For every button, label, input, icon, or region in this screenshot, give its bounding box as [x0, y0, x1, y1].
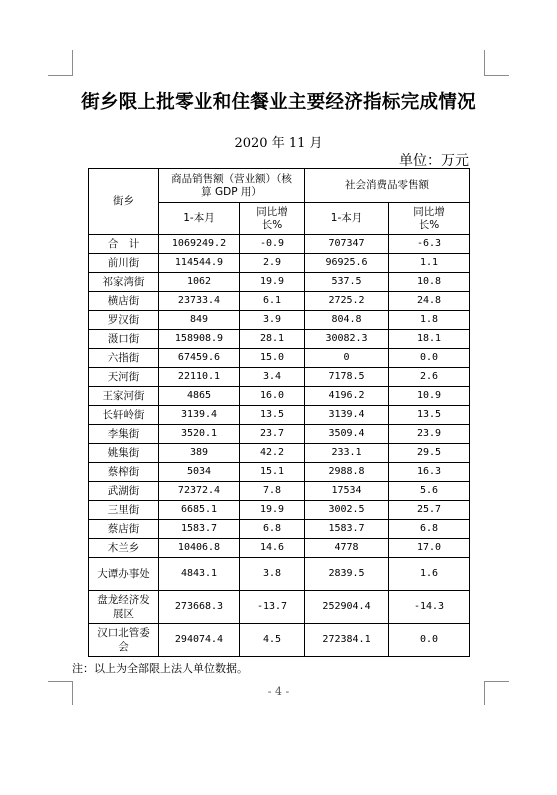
- sales-yoy-cell: 3.9: [240, 311, 305, 330]
- sales-cumulative-cell: 3139.4: [159, 406, 240, 425]
- district-name-cell: 罗汉街: [89, 311, 159, 330]
- retail-cumulative-cell: 7178.5: [305, 368, 389, 387]
- retail-yoy-cell: 2.6: [389, 368, 470, 387]
- table-row: [89, 624, 470, 657]
- sales-cumulative-cell: 4865: [159, 387, 240, 406]
- district-name-cell: 合 计: [89, 235, 159, 254]
- sales-cumulative-cell: 10406.8: [159, 539, 240, 558]
- sales-yoy-cell: 28.1: [240, 330, 305, 349]
- retail-yoy-cell: 6.8: [389, 520, 470, 539]
- retail-cumulative-cell: 2725.2: [305, 292, 389, 311]
- header-sales-yoy: 同比增长%: [240, 203, 305, 235]
- district-name-cell: 前川街: [89, 254, 159, 273]
- sales-yoy-cell: -0.9: [240, 235, 305, 254]
- retail-cumulative-cell: 4196.2: [305, 387, 389, 406]
- retail-yoy-cell: 17.0: [389, 539, 470, 558]
- table-row: [89, 254, 470, 273]
- header-sales-group: 商品销售额（营业额）（核算 GDP 用）: [159, 169, 305, 203]
- retail-cumulative-cell: 2988.8: [305, 463, 389, 482]
- header-retail-yoy: 同比增长%: [389, 203, 470, 235]
- sales-yoy-cell: 6.1: [240, 292, 305, 311]
- retail-cumulative-cell: 3509.4: [305, 425, 389, 444]
- table-body: [89, 235, 470, 657]
- retail-cumulative-cell: 2839.5: [305, 558, 389, 591]
- retail-yoy-cell: 0.0: [389, 349, 470, 368]
- sales-yoy-cell: 19.9: [240, 501, 305, 520]
- district-name-cell: 大谭办事处: [89, 558, 159, 591]
- report-date: 2020 年 11 月: [234, 136, 323, 151]
- retail-cumulative-cell: 1583.7: [305, 520, 389, 539]
- table-row: [89, 311, 470, 330]
- sales-yoy-cell: 42.2: [240, 444, 305, 463]
- district-name-cell: 滠口街: [89, 330, 159, 349]
- retail-cumulative-cell: 0: [305, 349, 389, 368]
- table-row: [89, 520, 470, 539]
- district-name-cell: 汉口北管委会: [89, 624, 159, 657]
- crop-mark-top-right-v: [484, 50, 485, 76]
- retail-cumulative-cell: 252904.4: [305, 591, 389, 624]
- retail-cumulative-cell: 233.1: [305, 444, 389, 463]
- sales-cumulative-cell: 114544.9: [159, 254, 240, 273]
- retail-yoy-cell: -14.3: [389, 591, 470, 624]
- sales-cumulative-cell: 72372.4: [159, 482, 240, 501]
- retail-yoy-cell: 10.9: [389, 387, 470, 406]
- sales-yoy-cell: 19.9: [240, 273, 305, 292]
- crop-mark-top-left-v: [72, 50, 73, 76]
- retail-yoy-cell: 5.6: [389, 482, 470, 501]
- retail-cumulative-cell: 707347: [305, 235, 389, 254]
- page-number: - 4 -: [267, 685, 290, 698]
- sales-yoy-cell: 4.5: [240, 624, 305, 657]
- header-retail-group: 社会消费品零售额: [305, 169, 470, 203]
- sales-yoy-cell: 3.4: [240, 368, 305, 387]
- sales-cumulative-cell: 273668.3: [159, 591, 240, 624]
- district-name-cell: 木兰乡: [89, 539, 159, 558]
- district-name-cell: 武湖街: [89, 482, 159, 501]
- district-name-cell: 三里街: [89, 501, 159, 520]
- retail-yoy-cell: 23.9: [389, 425, 470, 444]
- retail-yoy-cell: 24.8: [389, 292, 470, 311]
- retail-yoy-cell: 0.0: [389, 624, 470, 657]
- sales-cumulative-cell: 1069249.2: [159, 235, 240, 254]
- table-row: [89, 349, 470, 368]
- sales-yoy-cell: 15.1: [240, 463, 305, 482]
- retail-yoy-cell: -6.3: [389, 235, 470, 254]
- retail-cumulative-cell: 4778: [305, 539, 389, 558]
- retail-yoy-cell: 10.8: [389, 273, 470, 292]
- retail-yoy-cell: 13.5: [389, 406, 470, 425]
- sales-yoy-cell: 7.8: [240, 482, 305, 501]
- sales-cumulative-cell: 6685.1: [159, 501, 240, 520]
- district-name-cell: 姚集街: [89, 444, 159, 463]
- crop-mark-top-right-h: [484, 75, 509, 76]
- retail-yoy-cell: 16.3: [389, 463, 470, 482]
- sales-yoy-cell: -13.7: [240, 591, 305, 624]
- sales-yoy-cell: 14.6: [240, 539, 305, 558]
- retail-cumulative-cell: 272384.1: [305, 624, 389, 657]
- retail-cumulative-cell: 30082.3: [305, 330, 389, 349]
- table-row: [89, 444, 470, 463]
- table-row: [89, 387, 470, 406]
- table-row: [89, 482, 470, 501]
- district-name-cell: 天河街: [89, 368, 159, 387]
- retail-cumulative-cell: 17534: [305, 482, 389, 501]
- table-row: [89, 591, 470, 624]
- sales-cumulative-cell: 4843.1: [159, 558, 240, 591]
- retail-yoy-cell: 1.8: [389, 311, 470, 330]
- retail-cumulative-cell: 3002.5: [305, 501, 389, 520]
- crop-mark-top-left-h: [48, 75, 73, 76]
- sales-cumulative-cell: 294074.4: [159, 624, 240, 657]
- sales-cumulative-cell: 5034: [159, 463, 240, 482]
- table-row: [89, 273, 470, 292]
- district-name-cell: 盘龙经济发展区: [89, 591, 159, 624]
- sales-yoy-cell: 2.9: [240, 254, 305, 273]
- header-district: 街乡: [89, 169, 159, 235]
- sales-yoy-cell: 15.0: [240, 349, 305, 368]
- table-row: [89, 463, 470, 482]
- table-row: [89, 368, 470, 387]
- sales-cumulative-cell: 1583.7: [159, 520, 240, 539]
- table-row: [89, 558, 470, 591]
- retail-cumulative-cell: 3139.4: [305, 406, 389, 425]
- sales-cumulative-cell: 1062: [159, 273, 240, 292]
- sales-cumulative-cell: 849: [159, 311, 240, 330]
- district-name-cell: 长轩岭街: [89, 406, 159, 425]
- retail-yoy-cell: 1.1: [389, 254, 470, 273]
- sales-yoy-cell: 23.7: [240, 425, 305, 444]
- table-row: [89, 235, 470, 254]
- sales-yoy-cell: 13.5: [240, 406, 305, 425]
- table-row: [89, 406, 470, 425]
- sales-yoy-cell: 3.8: [240, 558, 305, 591]
- retail-yoy-cell: 1.6: [389, 558, 470, 591]
- sales-cumulative-cell: 67459.6: [159, 349, 240, 368]
- sales-yoy-cell: 6.8: [240, 520, 305, 539]
- sales-cumulative-cell: 389: [159, 444, 240, 463]
- district-name-cell: 蔡榨街: [89, 463, 159, 482]
- district-name-cell: 六指街: [89, 349, 159, 368]
- sales-cumulative-cell: 158908.9: [159, 330, 240, 349]
- sales-cumulative-cell: 22110.1: [159, 368, 240, 387]
- header-sales-cumulative: 1-本月: [159, 203, 240, 235]
- table-row: [89, 330, 470, 349]
- retail-cumulative-cell: 537.5: [305, 273, 389, 292]
- crop-mark-bottom-right-h: [484, 681, 509, 682]
- footnote: 注：以上为全部限上法人单位数据。: [72, 662, 248, 675]
- unit-label: 单位：万元: [399, 153, 469, 169]
- table-row: [89, 425, 470, 444]
- sales-yoy-cell: 16.0: [240, 387, 305, 406]
- retail-cumulative-cell: 96925.6: [305, 254, 389, 273]
- district-name-cell: 王家河街: [89, 387, 159, 406]
- crop-mark-bottom-left-h: [48, 681, 73, 682]
- header-retail-cumulative: 1-本月: [305, 203, 389, 235]
- district-name-cell: 横店街: [89, 292, 159, 311]
- retail-cumulative-cell: 804.8: [305, 311, 389, 330]
- sales-cumulative-cell: 3520.1: [159, 425, 240, 444]
- district-name-cell: 蔡店街: [89, 520, 159, 539]
- retail-yoy-cell: 25.7: [389, 501, 470, 520]
- sales-cumulative-cell: 23733.4: [159, 292, 240, 311]
- district-name-cell: 李集街: [89, 425, 159, 444]
- table-row: [89, 292, 470, 311]
- retail-yoy-cell: 29.5: [389, 444, 470, 463]
- retail-yoy-cell: 18.1: [389, 330, 470, 349]
- district-name-cell: 祁家湾街: [89, 273, 159, 292]
- table-row: [89, 501, 470, 520]
- page-title: 街乡限上批零业和住餐业主要经济指标完成情况: [81, 92, 476, 113]
- table-row: [89, 539, 470, 558]
- indicator-table: [88, 168, 470, 657]
